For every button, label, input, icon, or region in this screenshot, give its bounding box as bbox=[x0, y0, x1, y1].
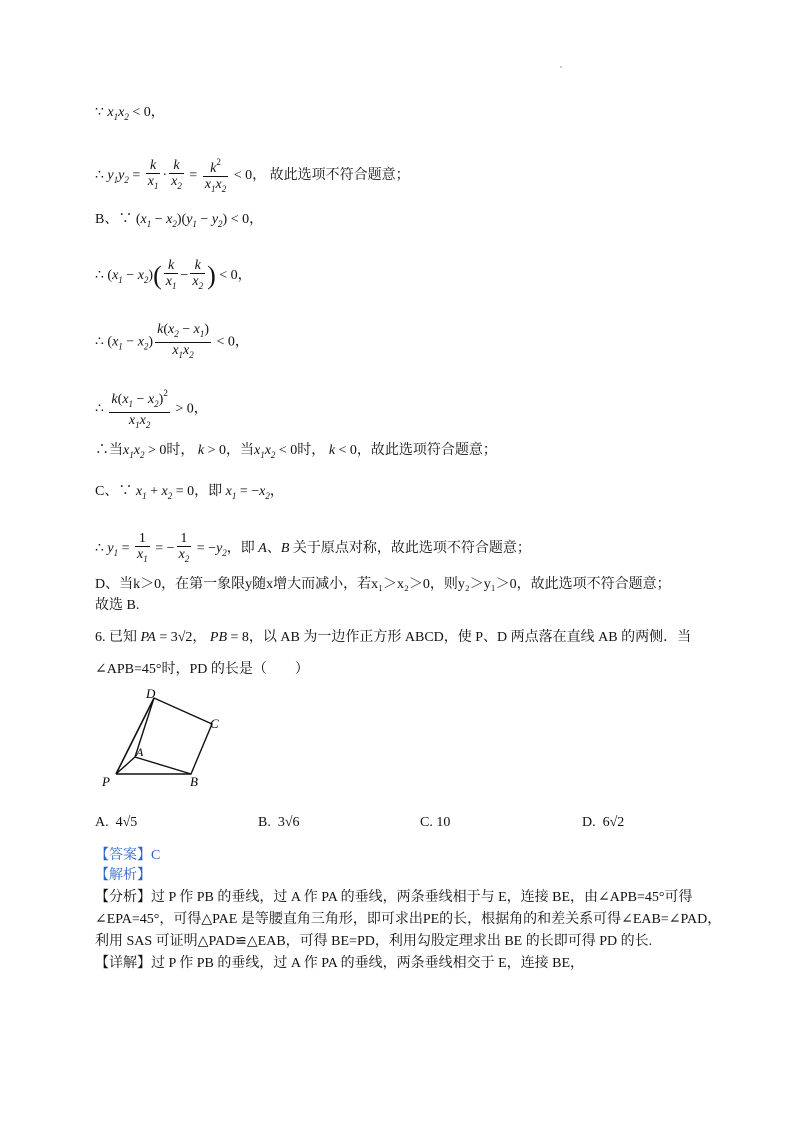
analysis-header: 【解析】 bbox=[95, 868, 151, 883]
final-choice-b: 故选 B. bbox=[95, 598, 140, 613]
y1y2-derivation: ∴ $y_1y_2$ = $\frac{k}{x_1}$ · $\frac{k}{x_2}$ = $\frac{k^2}{x_1x_2}$ < 0， 故此选项不符合题意； bbox=[95, 157, 410, 194]
detail-line1: 【详解】过 P 作 PB 的垂线，过 A 作 PA 的垂线，两条垂线相交于 E，连接 BE， bbox=[95, 956, 585, 971]
option-b-condition: B、∵ $(x_1 - x_2)(y_1 - y_2) < 0$， bbox=[95, 212, 264, 229]
option-b[interactable]: B. 3√6 bbox=[258, 815, 300, 830]
label-b: B bbox=[190, 774, 198, 789]
option-c-conclusion: ∴ $y_1$ = $\frac{1}{x_1}$ = − $\frac{1}{x_2}$ = $-y_2$，即 A、B 关于原点对称，故此选项不符合题意； bbox=[95, 531, 531, 564]
condition-x1x2: ∵ $x_1x_2 < 0$， bbox=[95, 105, 165, 122]
segment-ab bbox=[135, 757, 191, 774]
analysis-line3: 利用 SAS 可证明△PAD≌△EAB，可得 BE=PD，利用勾股定理求出 BE 的长即可得 PD 的长. bbox=[95, 934, 653, 949]
option-b-step1: ∴ $(x_1 - x_2)$( $\frac{k}{x_1}$ − $\frac{k}{x_2}$ ) < 0， bbox=[95, 258, 252, 291]
segment-pa bbox=[116, 757, 135, 774]
label-d: D bbox=[146, 686, 156, 701]
option-c[interactable]: C. 10 bbox=[420, 815, 451, 830]
option-b-conclusion: ∴当$x_1x_2 > 0$时， k > 0，当$x_1x_2 < 0$时， k < 0，故此选项符合题意； bbox=[95, 443, 497, 460]
analysis-line1: 【分析】过 P 作 PB 的垂线，过 A 作 PA 的垂线，两条垂线相于与 E，连接 BE，由∠APB=45°可得 bbox=[95, 890, 693, 905]
label-p: P bbox=[102, 774, 110, 789]
label-c: C bbox=[210, 716, 219, 731]
option-d[interactable]: D. 6√2 bbox=[582, 815, 625, 830]
option-b-step3: ∴ $\frac{k(x_1 - x_2)^2}{x_1x_2}$ > 0， bbox=[95, 388, 208, 430]
segment-pd bbox=[116, 698, 154, 774]
answer-label: 【答案】C bbox=[95, 848, 161, 863]
label-a: A bbox=[136, 745, 144, 759]
analysis-line2: ∠EPA=45°，可得△PAE 是等腰直角三角形，即可求出PE的长，根据角的和差关系可得∠EAB=∠PAD， bbox=[95, 912, 722, 927]
option-a[interactable]: A. 4√5 bbox=[95, 815, 138, 830]
option-b-step2: ∴ $(x_1 - x_2)$ $\frac{k(x_2 - x_1)}{x_1x_2}$ < 0， bbox=[95, 322, 249, 360]
option-c-condition: C、∵ $x_1 + x_2 = 0$，即 $x_1 = -x_2$， bbox=[95, 484, 284, 501]
figure-outline bbox=[116, 698, 212, 774]
square-diagram bbox=[96, 686, 226, 796]
option-d-analysis: D、当k＞0，在第一象限y随x增大而减小，若x₁＞x₂＞0，则y₂＞y₁＞0，故此选项不符合题意； bbox=[95, 577, 671, 592]
question-6-line1: 6. 已知 PA = 3√2， PB = 8，以 AB 为一边作正方形 ABCD，使 P、D 两点落在直线 AB 的两侧．当 bbox=[95, 630, 692, 645]
scan-speck bbox=[560, 66, 562, 68]
question-6-line2: ∠APB=45°时，PD 的长是（ ） bbox=[95, 662, 309, 677]
